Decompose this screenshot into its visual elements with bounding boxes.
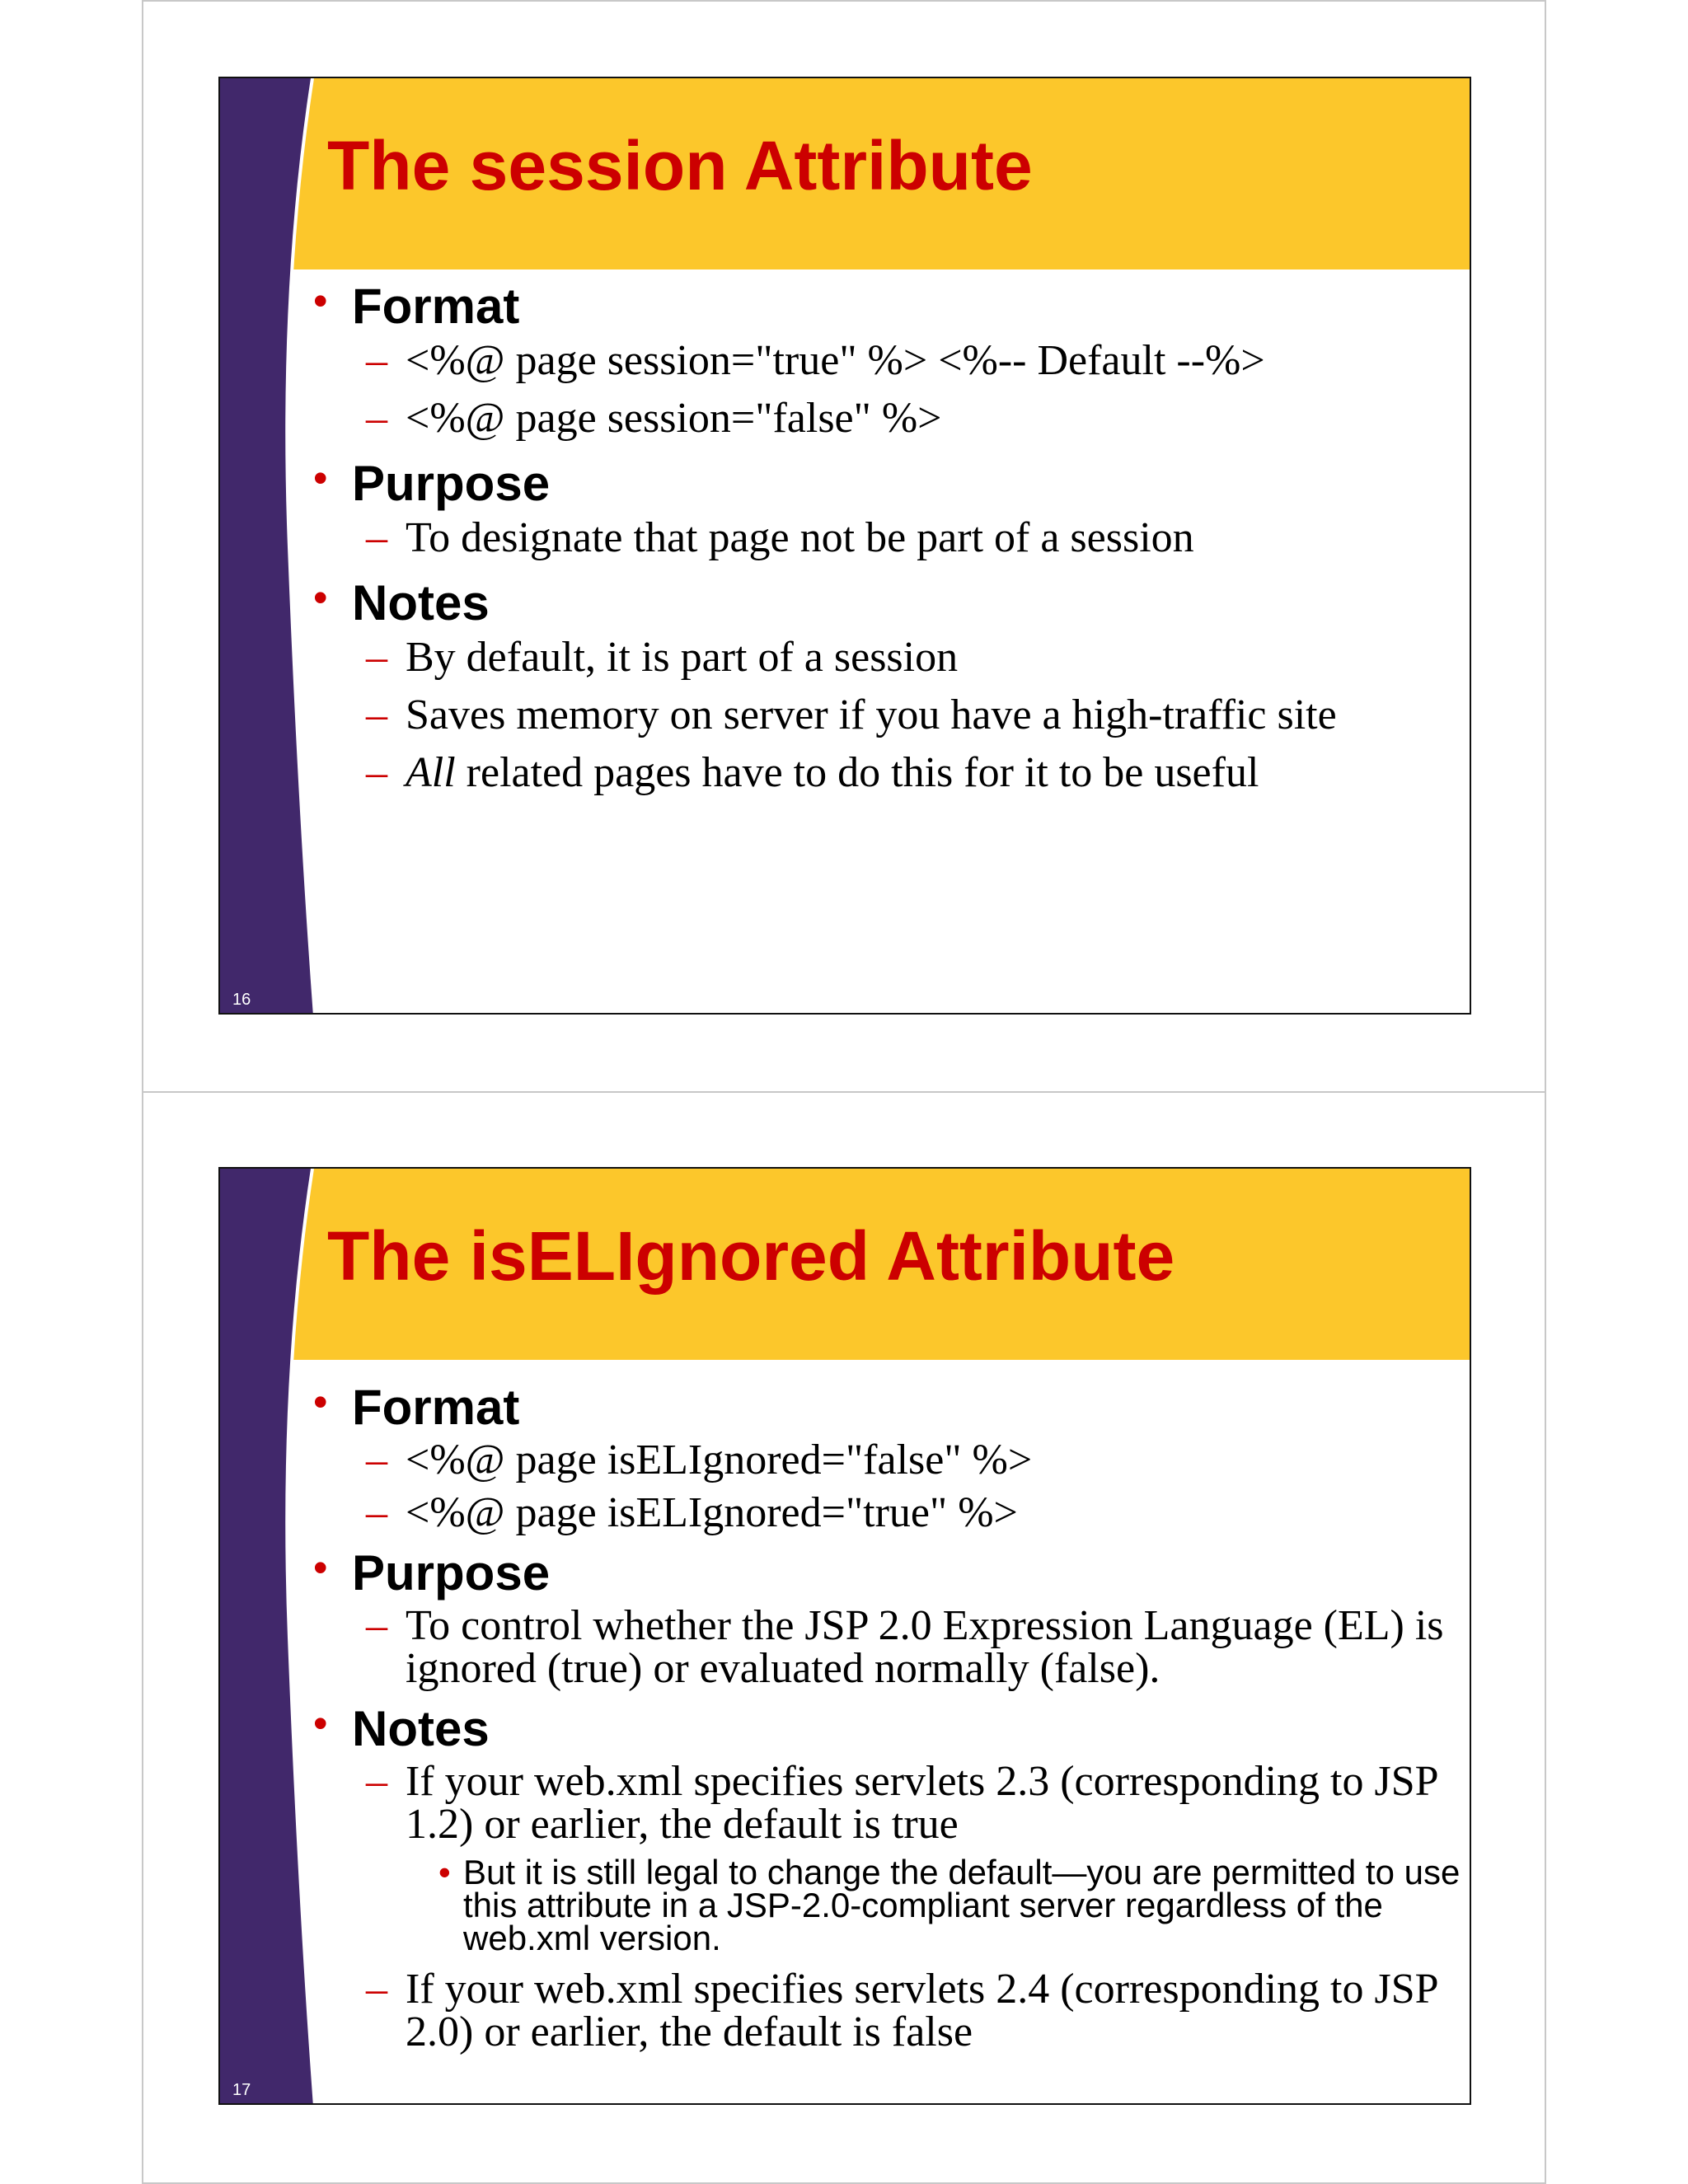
sub-item: – <%@ page isELIgnored="false" %> [366,1436,1033,1483]
slide-number: 17 [232,2081,251,2099]
sub-item: – To control whether the JSP 2.0 Expression Language (EL) is ignored (true) or evaluated normally (false). [366,1602,1444,1692]
slide-title: The isELIgnored Attribute [327,1217,1175,1295]
sub-sub-item: • But it is still legal to change the default—you are permitted to use this attribute in a JSP-2.0-compliant server regardless of the web.xml version. [438,1853,1461,1957]
slide-title: The session Attribute [327,127,1033,204]
sub-item: – If your web.xml specifies servlets 2.3 (corresponding to JSP 1.2) or earlier, the default is true [366,1758,1437,1848]
sub-item: – <%@ page isELIgnored="true" %> [366,1489,1018,1536]
sub-item: – By default, it is part of a session [366,634,959,681]
sub-item: – <%@ page session="true" %> <%-- Default --%> [366,337,1265,384]
slide-content [307,1379,1461,2064]
slide-content [307,278,1461,809]
sub-item: – Saves memory on server if you have a high-traffic site [366,691,1337,738]
bullet-purpose: • Purpose [313,455,551,511]
emphasis-text: All [406,749,456,796]
slide-number: 16 [232,991,251,1009]
slide-iselignored-attribute [218,1167,1471,2105]
sub-item: – <%@ page session="false" %> [366,395,942,442]
slide-session-attribute [218,77,1471,1015]
bullet-format: • Format [313,1379,520,1435]
sub-item: – If your web.xml specifies servlets 2.4 (corresponding to JSP 2.0) or earlier, the default is false [366,1965,1437,2055]
sub-item: – All related pages have to do this for it to be useful [366,749,1259,796]
sub-item: – To designate that page not be part of a session [366,514,1194,561]
bullet-notes: • Notes [313,1700,490,1756]
bullet-format: • Format [313,278,520,334]
bullet-purpose: • Purpose [313,1544,551,1601]
bullet-notes: • Notes [313,574,490,630]
